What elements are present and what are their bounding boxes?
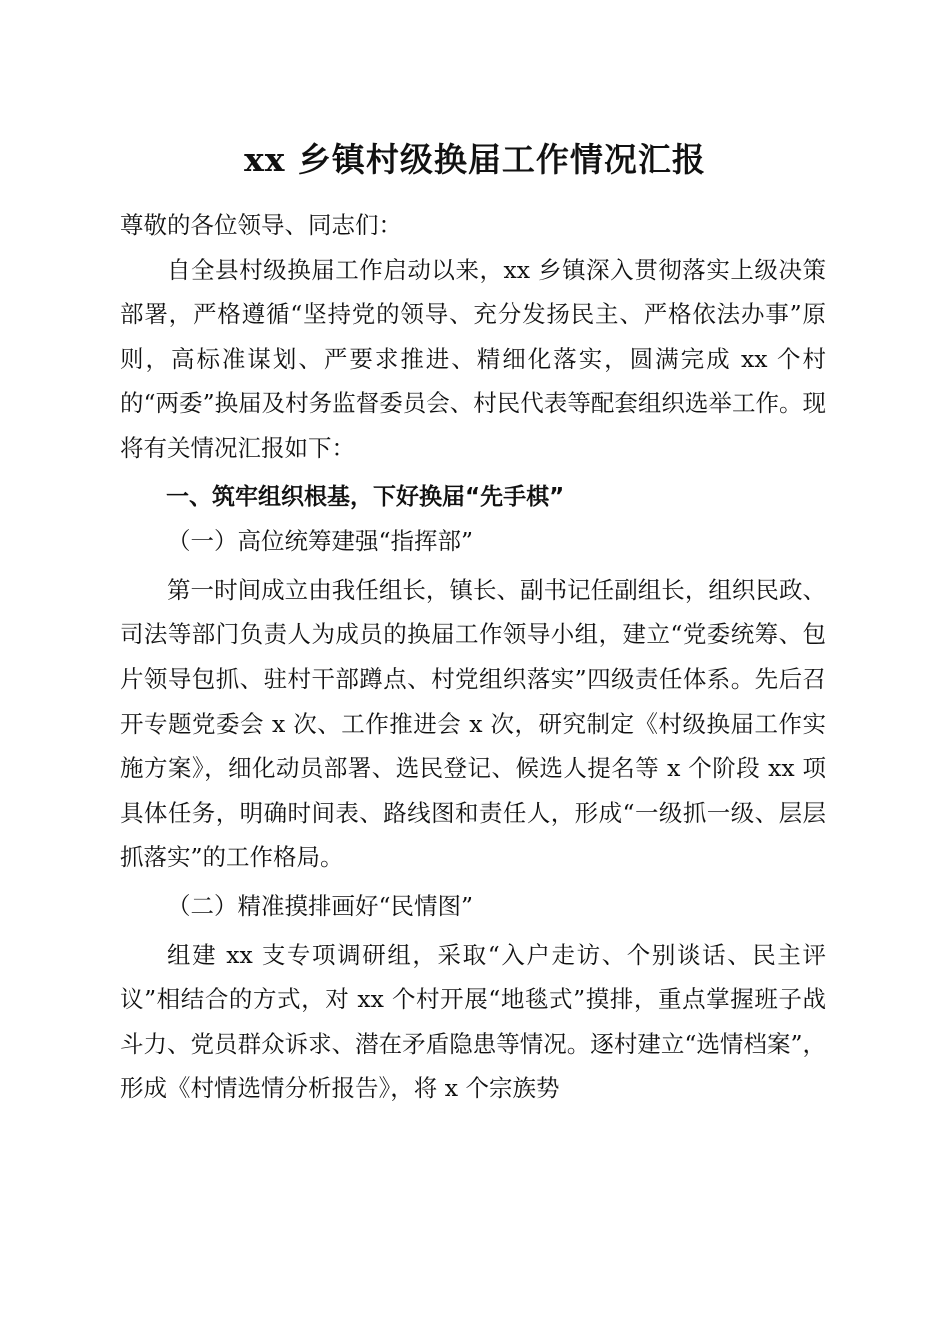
subsection-heading-2: （二）精准摸排画好“民情图” (167, 891, 474, 920)
subsection-heading-1: （一）高位统筹建强“指挥部” (167, 527, 474, 556)
document-title: xx 乡镇村级换届工作情况汇报 (244, 140, 706, 179)
intro-paragraph: 自全县村级换届工作启动以来，xx 乡镇深入贯彻落实上级决策部署，严格遵循“坚持党的领导、充分发扬民主、严格依法办事”原则，高标准谋划、严要求推进、精细化落实，圆满完成 xx 个村的“两委”换届及村务监督委员会、村民代表等配套组织选举工作。现将有关情况汇报如下： (120, 255, 826, 462)
section-heading-1: 一、筑牢组织根基，下好换届“先手棋” (166, 483, 565, 510)
subsection-paragraph-1: 第一时间成立由我任组长，镇长、副书记任副组长，组织民政、司法等部门负责人为成员的换届工作领导小组，建立“党委统筹、包片领导包抓、驻村干部蹲点、村党组织落实”四级责任体系。先后召开专题党委会 x 次、工作推进会 x 次，研究制定《村级换届工作实施方案》，细化动员部署、选民登记、候选人提名等 x 个阶段 xx 项具体任务，明确时间表、路线图和责任人，形成“一级抓一级、层层抓落实”的工作格局。 (120, 575, 826, 872)
document-body (120, 203, 826, 1111)
salutation: 尊敬的各位领导、同志们： (120, 211, 402, 239)
subsection-paragraph-2: 组建 xx 支专项调研组，采取“入户走访、个别谈话、民主评议”相结合的方式，对 xx 个村开展“地毯式”摸排，重点掌握班子战斗力、党员群众诉求、潜在矛盾隐患等情况。逐村建立“选情档案”，形成《村情选情分析报告》，将 x 个宗族势 (120, 940, 826, 1103)
